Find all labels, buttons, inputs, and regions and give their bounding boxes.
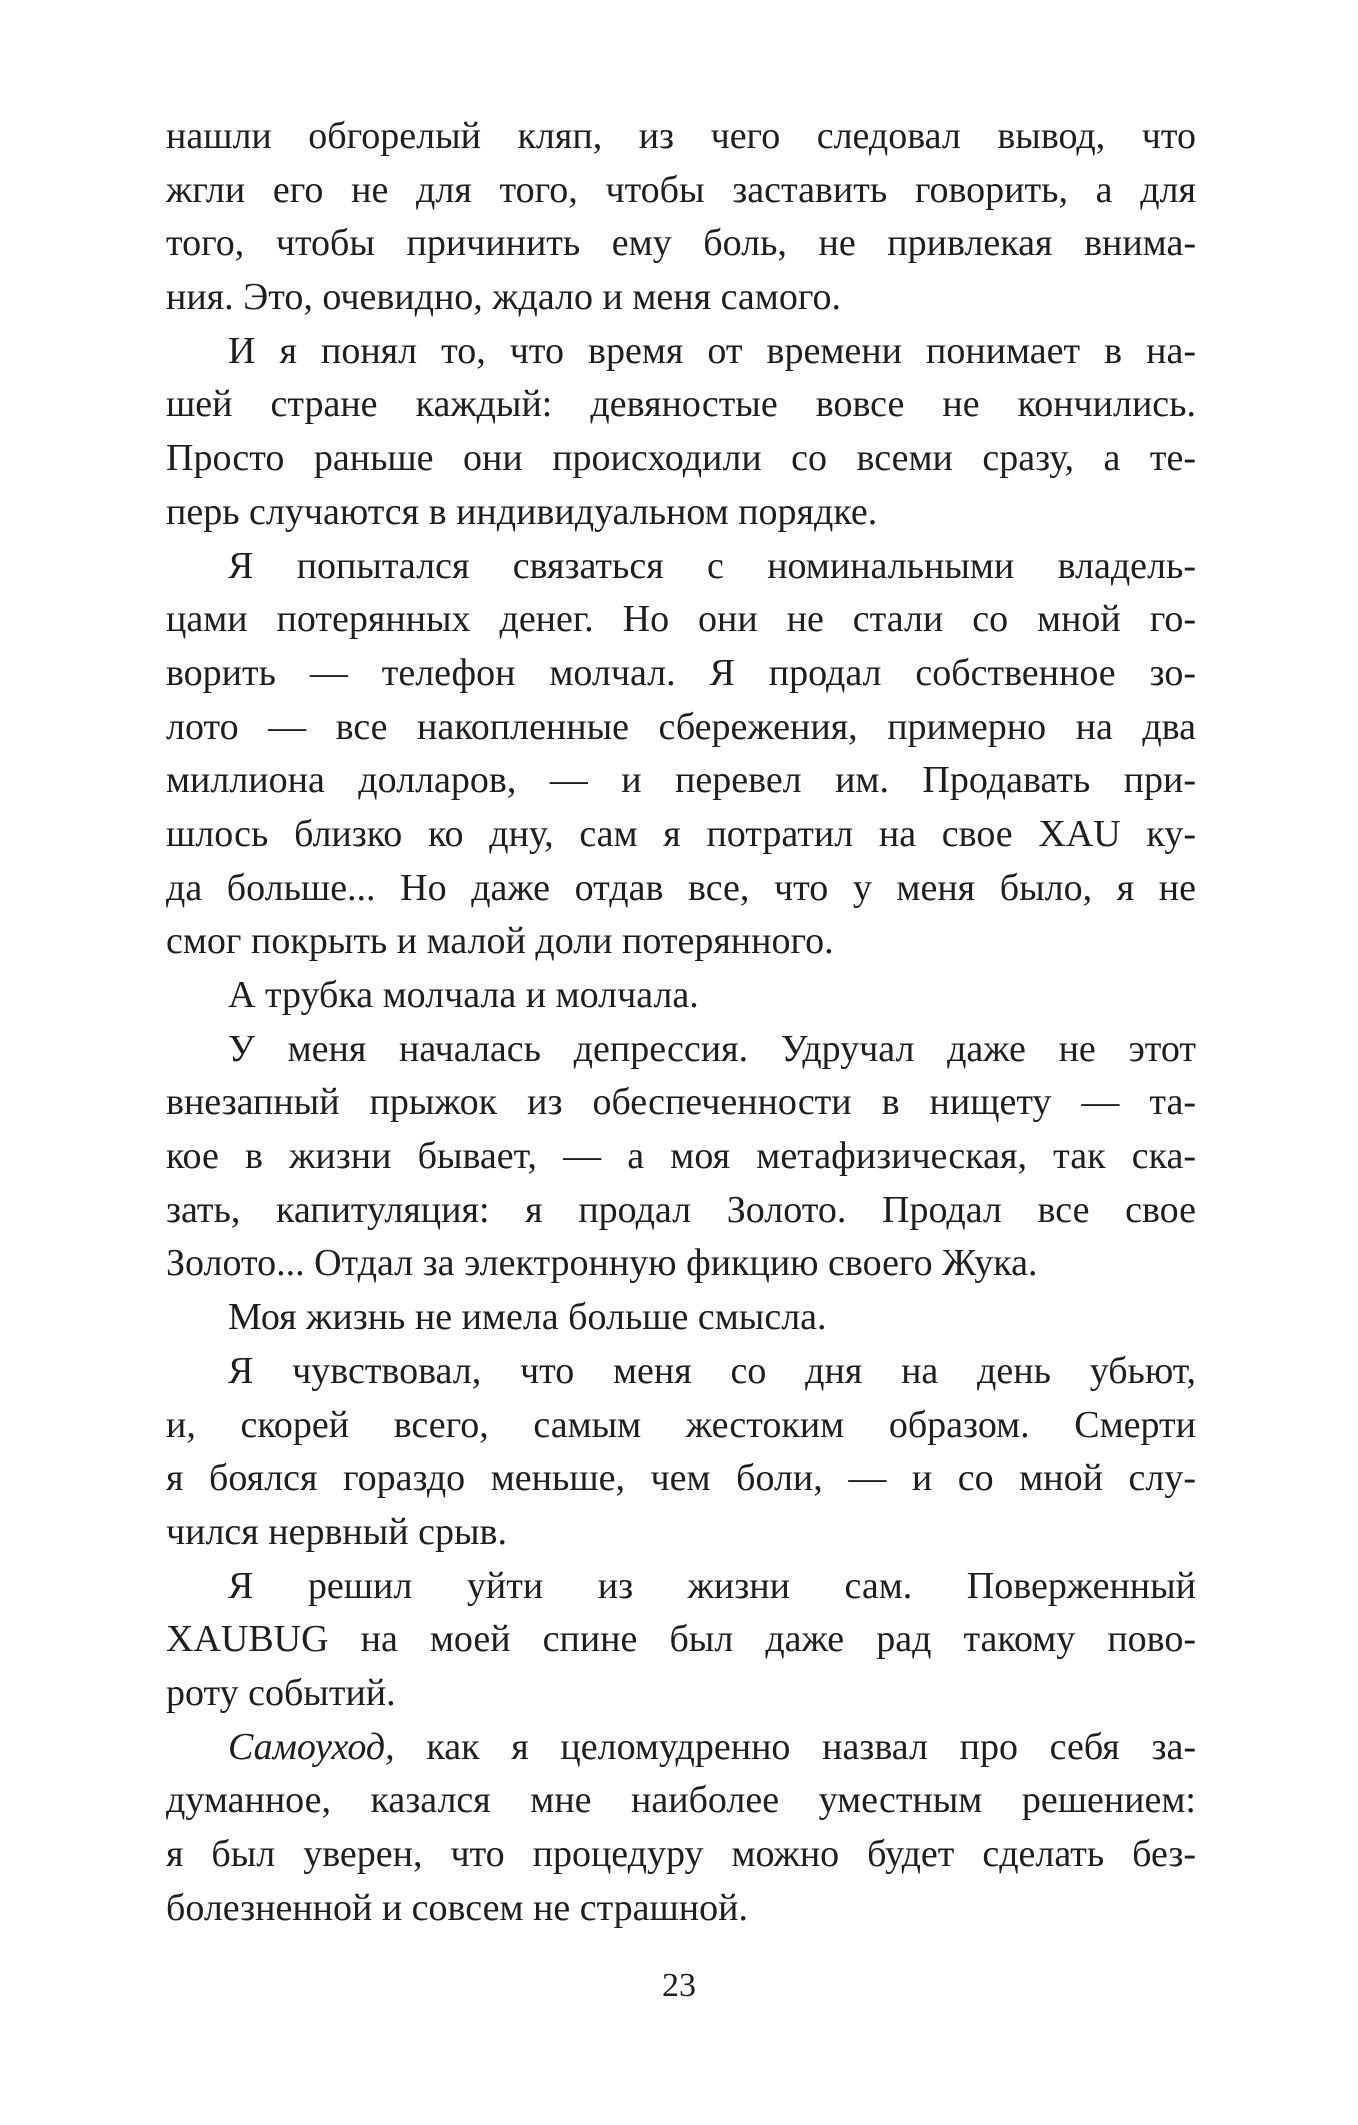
text-line: перь случаются в индивидуальном порядке. xyxy=(166,490,878,533)
text-line: И я понял то, что время от времени понимает в на- xyxy=(228,329,1196,372)
text-line: да больше... Но даже отдав все, что у меня было, я не xyxy=(166,866,1196,909)
text-line: У меня началась депрессия. Удручал даже не этот xyxy=(228,1027,1196,1070)
text-fragment: как я целомудренно назвал про себя за- xyxy=(394,1725,1196,1768)
text-line: думанное, казался мне наиболее уместным решением: xyxy=(166,1779,1196,1822)
text-line: чился нервный срыв. xyxy=(166,1510,507,1553)
text-line: смог покрыть и малой доли потерянного. xyxy=(166,920,834,963)
body-text xyxy=(166,110,1196,1935)
text-line xyxy=(166,1721,1196,1775)
text-line: кое в жизни бывает, — а моя метафизическая, так ска- xyxy=(166,1135,1196,1178)
text-line: лото — все накопленные сбережения, примерно на два xyxy=(166,705,1196,748)
text-line: ворить — телефон молчал. Я продал собственное зо- xyxy=(166,651,1196,694)
text-line: внезапный прыжок из обеспеченности в нищету — та- xyxy=(166,1081,1196,1124)
text-line: миллиона долларов, — и перевел им. Продавать при- xyxy=(166,759,1196,802)
text-line: жгли его не для того, чтобы заставить говорить, а для xyxy=(166,168,1196,211)
text-line: Я решил уйти из жизни сам. Поверженный xyxy=(228,1564,1196,1607)
text-line: А трубка молчала и молчала. xyxy=(228,974,699,1016)
text-line: роту событий. xyxy=(166,1671,396,1714)
text-line: я боялся гораздо меньше, чем боли, — и со мной слу- xyxy=(166,1457,1196,1500)
text-line: цами потерянных денег. Но они не стали со мной го- xyxy=(166,598,1196,641)
text-line: и, скорей всего, самым жестоким образом. Смерти xyxy=(166,1403,1196,1446)
text-line: Просто раньше они происходили со всеми сразу, а те- xyxy=(166,437,1196,480)
text-line: Моя жизнь не имела больше смысла. xyxy=(228,1296,827,1339)
text-line: нашли обгорелый кляп, из чего следовал вывод, что xyxy=(166,115,1196,157)
italic-term: Самоуход, xyxy=(228,1725,395,1768)
text-line: Я чувствовал, что меня со дня на день убьют, xyxy=(228,1349,1196,1392)
text-line: зать, капитуляция: я продал Золото. Продал все свое xyxy=(166,1188,1196,1231)
text-line: Я попытался связаться с номинальными владель- xyxy=(228,544,1196,587)
text-line: я был уверен, что процедуру можно будет сделать без- xyxy=(166,1833,1196,1875)
text-line: ния. Это, очевидно, ждало и меня самого. xyxy=(166,276,841,319)
page-number: 23 xyxy=(662,1967,696,2004)
text-line: шей стране каждый: девяностые вовсе не кончились. xyxy=(166,383,1196,426)
text-line: Золото... Отдал за электронную фикцию своего Жука. xyxy=(166,1242,1038,1285)
text-line: XAUBUG на моей спине был даже рад такому пово- xyxy=(166,1618,1196,1661)
text-line: того, чтобы причинить ему боль, не привлекая внима- xyxy=(166,222,1196,265)
text-line: шлось близко ко дну, сам я потратил на свое XAU ку- xyxy=(166,812,1196,855)
text-line: болезненной и совсем не страшной. xyxy=(166,1886,748,1929)
